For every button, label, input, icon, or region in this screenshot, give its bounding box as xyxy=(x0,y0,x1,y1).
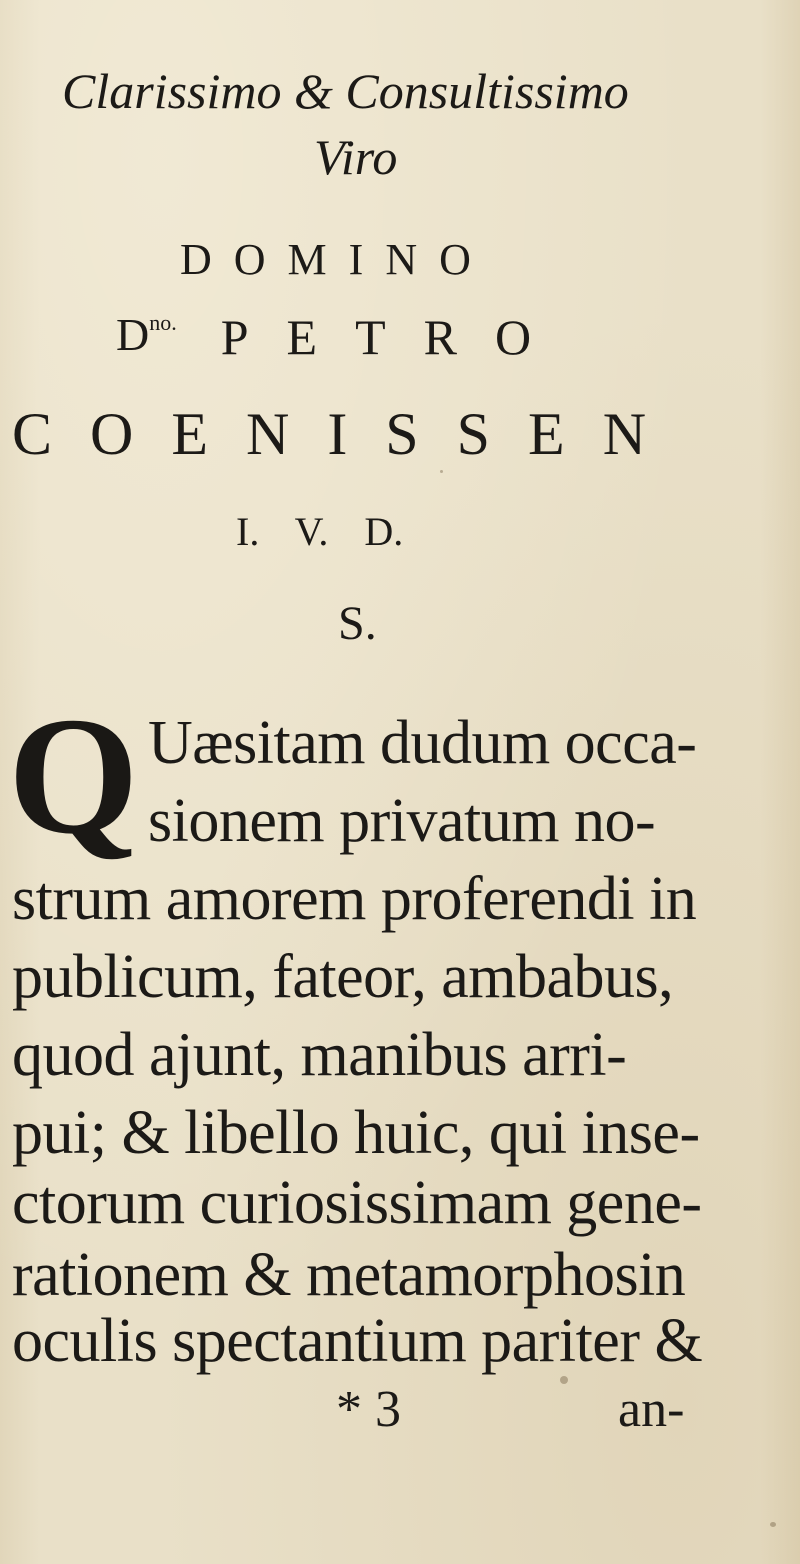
body-line-7: ctorum curiosissimam gene- xyxy=(12,1169,702,1237)
dno-letter: D xyxy=(116,309,150,360)
dedication-domino: DOMINO xyxy=(180,235,493,284)
catchword: an- xyxy=(618,1381,685,1438)
dedication-petro: PETRO xyxy=(220,309,570,365)
body-line-2: sionem privatum no- xyxy=(148,787,656,855)
dedication-salutation: Clarissimo & Consultissimo xyxy=(62,63,629,119)
body-line-4: publicum, fateor, ambabus, xyxy=(12,943,674,1011)
body-line-5: quod ajunt, manibus arri- xyxy=(12,1021,627,1089)
signature-mark: * 3 xyxy=(336,1381,401,1438)
dedication-coenissen: COENISSEN xyxy=(12,401,685,467)
dedication-dno-abbrev xyxy=(116,308,177,361)
paper-speck xyxy=(440,470,443,473)
body-line-9: oculis spectantium pariter & xyxy=(12,1307,703,1375)
dedication-salutem: S. xyxy=(338,597,377,650)
body-line-8: rationem & metamorphosin xyxy=(12,1241,686,1309)
paper-speck xyxy=(770,1522,776,1527)
dno-superscript: no. xyxy=(149,310,177,335)
body-line-3: strum amorem proferendi in xyxy=(12,865,697,933)
body-line-1: Uæsitam dudum occa- xyxy=(148,709,697,777)
paper-speck xyxy=(560,1376,568,1384)
dedication-viro: Viro xyxy=(314,129,398,185)
body-line-6: pui; & libello huic, qui inse- xyxy=(12,1099,700,1167)
dedication-petro-line xyxy=(116,308,569,366)
dedication-ivd: I. V. D. xyxy=(236,509,404,554)
drop-cap: Q xyxy=(8,683,139,869)
